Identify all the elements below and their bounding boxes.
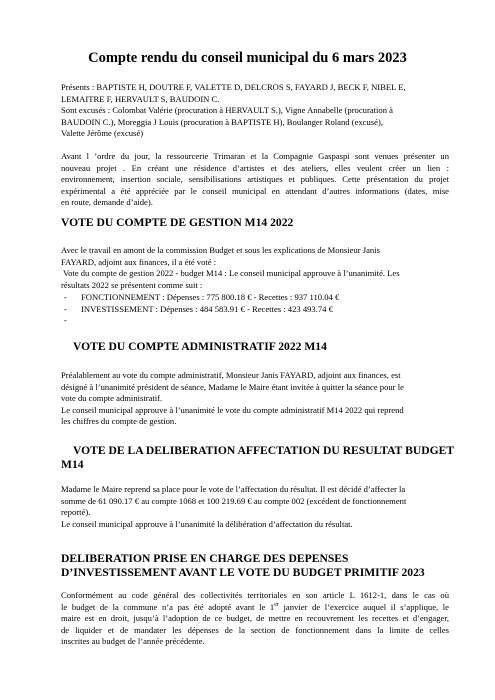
heading-text: D’INVESTISSEMENT AVANT LE VOTE DU BUDGET PRIMITIF 2023 xyxy=(61,566,425,579)
heading-text: VOTE DE LA DELIBERATION AFFECTATION DU RESULTAT BUDGET xyxy=(73,444,455,457)
superscript: er xyxy=(274,601,279,608)
section3-line: reporté). xyxy=(61,507,91,517)
section2-line: vote du compte administratif. xyxy=(61,393,163,403)
list-item xyxy=(61,304,339,316)
intro-line: Avant l ’ordre du jour, la ressourcerie Trimaran et la Compagnie Gaspaspi sont venues présenter un xyxy=(61,151,449,161)
section2-paragraph xyxy=(61,370,449,428)
attendance-line: LEMAITRE F, HERVAULT S, BAUDOIN C. xyxy=(61,93,220,104)
bullet-mark: - xyxy=(64,292,67,302)
heading-text: VOTE DU COMPTE ADMINISTRATIF 2022 M14 xyxy=(73,340,327,353)
intro-line: expérimental a été appréciée par le conseil municipal en attendant d’autres informations (dates, mise xyxy=(61,185,449,196)
bullet-mark: - xyxy=(64,315,67,325)
document-title: Compte rendu du conseil municipal du 6 mars 2023 xyxy=(88,50,407,66)
text-segment: le budget de la commune n’a pas été adopté avant le 1 xyxy=(61,601,275,612)
section1-line: FAYARD, adjoint aux finances, il a été voté : xyxy=(61,256,217,267)
attendance-block xyxy=(61,82,449,140)
attendance-line: Sont excusés : Colombat Valérie (procuration à HERVAULT S.), Vigne Annabelle (procuration à xyxy=(61,105,393,115)
heading-text: M14 xyxy=(61,458,84,471)
section2-line: Le conseil municipal approuve à l’unanimité le vote du compte administratif M14 2022 qui reprend xyxy=(61,404,404,415)
attendance-line: Présents : BAPTISTE H, DOUTRE F, VALETTE D, DELCROS S, FAYARD J, BECK F, NIBEL E, xyxy=(61,82,406,92)
section1-line: résultats 2022 se présentent comme suit : xyxy=(61,279,203,290)
section4-paragraph xyxy=(61,590,449,648)
attendance-line: Valette Jérôme (excusé) xyxy=(61,128,144,138)
bullet-mark: - xyxy=(64,303,67,314)
section4-line: Conformément au code général des collectivités territoriales en son article L 1612-1, dans le cas où xyxy=(61,590,449,600)
intro-line: nouveau projet . En créant une résidence d’artistes et des ateliers, elles veulent créer un lien : xyxy=(61,162,449,173)
list-item xyxy=(61,292,339,304)
intro-paragraph xyxy=(61,151,449,209)
bullet-text: INVESTISSEMENT : Dépenses : 484 583.91 € - Recettes : 423 493.74 € xyxy=(81,303,333,314)
section-heading-depenses-investissement xyxy=(61,552,461,580)
section1-line: Avec le travail en amont de la commission Budget et sous les explications de Monsieur Janis xyxy=(61,245,380,255)
section4-line: de liquider et de mandater les dépenses de la section de fonctionnement dans la limite de celles xyxy=(61,624,449,635)
section3-line: somme de 61 090.17 € au compte 1068 et 100 219.69 € au compte 002 (excédent de fonctionnement xyxy=(61,495,407,506)
section3-line: Le conseil municipal approuve à l’unanimité la délibération d’affectation du résultat. xyxy=(61,518,353,529)
section4-line xyxy=(61,602,449,614)
section-heading-affectation-resultat xyxy=(61,444,473,472)
results-list xyxy=(61,292,340,325)
text-segment: janvier de l’exercice auquel il s’applique, le xyxy=(278,601,449,612)
intro-line: environnement, insertion sociale, sensibilisations artistiques et publiques. Cette présentation du projet xyxy=(61,174,449,184)
section3-paragraph xyxy=(61,484,449,530)
bullet-text: FONCTIONNEMENT : Dépenses : 775 800.18 € - Recettes : 937 110.04 € xyxy=(81,292,340,302)
intro-line: en route, demande d’aide). xyxy=(61,197,153,207)
section1-paragraph xyxy=(61,245,449,291)
section-heading-compte-gestion xyxy=(61,216,461,230)
section4-line: inscrites au budget de l’année précédente. xyxy=(61,636,205,646)
heading-text: VOTE DU COMPTE DE GESTION M14 2022 xyxy=(61,216,294,229)
section2-line: les chiffres du compte de gestion. xyxy=(61,416,177,426)
section1-line: Vote du compte de gestion 2022 - budget M14 : Le conseil municipal approuve à l’unanimité. Les xyxy=(61,268,400,278)
section-heading-compte-administratif xyxy=(73,340,473,354)
attendance-line: BAUDOIN C.), Moreggia J Louis (procuration à BAPTISTE H), Boulanger Roland (excusé), xyxy=(61,116,383,127)
heading-text: DELIBERATION PRISE EN CHARGE DES DEPENSES xyxy=(61,552,349,565)
section4-line: maire est en droit, jusqu’à l’adoption de ce budget, de mettre en recouvrement les recettes et d’engager, xyxy=(61,613,449,623)
section2-line: Préalablement au vote du compte administratif, Monsieur Janis FAYARD, adjoint aux finances, est xyxy=(61,370,401,380)
section3-line: Madame le Maire reprend sa place pour le vote de l’affectation du résultat. Il est décidé d’affecter la xyxy=(61,484,406,494)
section2-line: désigné à l’unanimité président de séance, Madame le Maire étant invitée à quitter la séance pour le xyxy=(61,381,404,392)
